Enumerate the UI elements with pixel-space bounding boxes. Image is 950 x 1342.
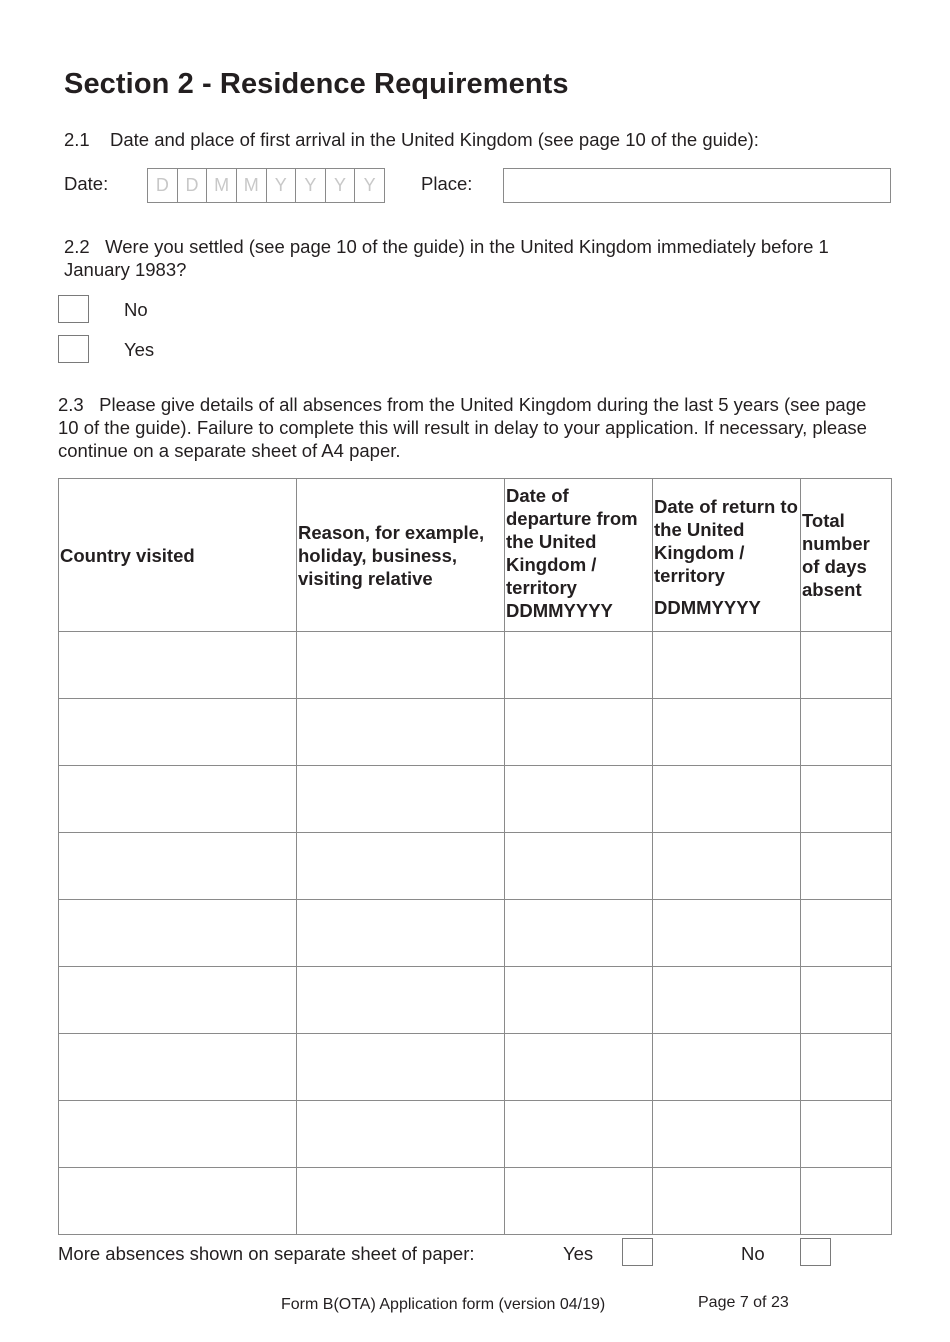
footer-form-name: Form B(OTA) Application form (version 04/19) bbox=[281, 1296, 606, 1313]
table-cell[interactable] bbox=[653, 1168, 801, 1235]
table-cell[interactable] bbox=[801, 967, 892, 1034]
table-cell[interactable] bbox=[505, 900, 653, 967]
table-row bbox=[59, 699, 892, 766]
date-cell[interactable]: Y bbox=[363, 175, 376, 195]
table-cell[interactable] bbox=[59, 833, 297, 900]
table-cell[interactable] bbox=[801, 632, 892, 699]
date-cell[interactable]: M bbox=[207, 169, 237, 202]
place-label: Place: bbox=[421, 173, 473, 194]
table-cell[interactable] bbox=[505, 967, 653, 1034]
table-cell[interactable] bbox=[801, 1034, 892, 1101]
table-cell[interactable] bbox=[505, 699, 653, 766]
table-cell[interactable] bbox=[653, 699, 801, 766]
question-text: Date and place of first arrival in the United Kingdom (see page 10 of the guide): bbox=[110, 129, 759, 150]
settled-no-label: No bbox=[124, 299, 148, 320]
question-number: 2.3 bbox=[58, 394, 84, 415]
table-cell[interactable] bbox=[801, 900, 892, 967]
more-absences-no-checkbox[interactable] bbox=[800, 1238, 831, 1266]
table-row bbox=[59, 967, 892, 1034]
settled-yes-label: Yes bbox=[124, 339, 155, 360]
more-absences-no-label: No bbox=[741, 1243, 765, 1264]
more-absences-yes-label: Yes bbox=[563, 1243, 594, 1264]
table-cell[interactable] bbox=[297, 1034, 505, 1101]
settled-no-checkbox[interactable] bbox=[58, 295, 89, 323]
table-row bbox=[59, 632, 892, 699]
table-cell[interactable] bbox=[653, 1034, 801, 1101]
table-cell[interactable] bbox=[505, 766, 653, 833]
table-cell[interactable] bbox=[505, 632, 653, 699]
table-cell[interactable] bbox=[505, 1101, 653, 1168]
table-cell[interactable] bbox=[59, 1034, 297, 1101]
table-cell[interactable] bbox=[59, 632, 297, 699]
table-row bbox=[59, 900, 892, 967]
date-cell[interactable]: Y bbox=[267, 169, 297, 202]
more-absences-yes-checkbox[interactable] bbox=[622, 1238, 653, 1266]
table-cell[interactable] bbox=[297, 967, 505, 1034]
arrival-place-input[interactable] bbox=[503, 168, 891, 203]
table-row bbox=[59, 1034, 892, 1101]
table-cell[interactable] bbox=[297, 833, 505, 900]
absences-table bbox=[58, 478, 892, 1235]
header-return-date: Date of return to the United Kingdom / territory DDMMYYYY bbox=[653, 479, 801, 632]
question-2-1 bbox=[64, 128, 759, 151]
table-row bbox=[59, 766, 892, 833]
table-cell[interactable] bbox=[653, 766, 801, 833]
table-cell[interactable] bbox=[297, 1101, 505, 1168]
table-cell[interactable] bbox=[297, 900, 505, 967]
table-cell[interactable] bbox=[505, 1168, 653, 1235]
date-cell[interactable]: Y bbox=[296, 169, 326, 202]
table-cell[interactable] bbox=[653, 833, 801, 900]
table-cell[interactable] bbox=[505, 1034, 653, 1101]
table-row bbox=[59, 1101, 892, 1168]
table-cell[interactable] bbox=[653, 900, 801, 967]
question-text: Were you settled (see page 10 of the guide) in the United Kingdom immediately before 1 January 1983? bbox=[64, 236, 829, 280]
table-cell[interactable] bbox=[59, 900, 297, 967]
table-cell[interactable] bbox=[801, 833, 892, 900]
table-cell[interactable] bbox=[297, 1168, 505, 1235]
table-cell[interactable] bbox=[505, 833, 653, 900]
date-label: Date: bbox=[64, 173, 109, 194]
table-cell[interactable] bbox=[59, 699, 297, 766]
question-2-3 bbox=[58, 393, 888, 462]
table-cell[interactable] bbox=[653, 967, 801, 1034]
settled-yes-checkbox[interactable] bbox=[58, 335, 89, 363]
more-absences-label: More absences shown on separate sheet of paper: bbox=[58, 1243, 475, 1264]
question-2-2 bbox=[64, 235, 894, 281]
header-total-days: Total number of days absent bbox=[801, 479, 892, 632]
arrival-date-input[interactable] bbox=[147, 168, 385, 203]
date-cell[interactable]: M bbox=[237, 169, 267, 202]
table-cell[interactable] bbox=[297, 699, 505, 766]
question-number: 2.2 bbox=[64, 236, 90, 257]
table-row bbox=[59, 833, 892, 900]
date-cell[interactable]: D bbox=[178, 169, 208, 202]
table-cell[interactable] bbox=[801, 1168, 892, 1235]
table-cell[interactable] bbox=[801, 766, 892, 833]
question-number: 2.1 bbox=[64, 129, 90, 150]
date-cell[interactable]: Y bbox=[326, 169, 356, 202]
table-cell[interactable] bbox=[653, 1101, 801, 1168]
table-cell[interactable] bbox=[59, 766, 297, 833]
table-cell[interactable] bbox=[297, 766, 505, 833]
section-title: Section 2 - Residence Requirements bbox=[64, 68, 569, 100]
date-cell[interactable]: D bbox=[148, 169, 178, 202]
table-cell[interactable] bbox=[801, 699, 892, 766]
table-cell[interactable] bbox=[59, 1101, 297, 1168]
table-row bbox=[59, 1168, 892, 1235]
table-cell[interactable] bbox=[297, 632, 505, 699]
header-departure-date: Date of departure from the United Kingdom / territory DDMMYYYY bbox=[505, 479, 653, 632]
header-reason: Reason, for example, holiday, business, visiting relative bbox=[297, 479, 505, 632]
table-cell[interactable] bbox=[59, 967, 297, 1034]
table-cell[interactable] bbox=[59, 1168, 297, 1235]
table-cell[interactable] bbox=[653, 632, 801, 699]
header-country-visited: Country visited bbox=[59, 479, 297, 632]
footer-page-number: Page 7 of 23 bbox=[698, 1294, 789, 1311]
table-cell[interactable] bbox=[801, 1101, 892, 1168]
question-text: Please give details of all absences from the United Kingdom during the last 5 years (see page 10 of the guide). Failure to complete this will result in delay to your application. If necessary, please continue on a separate sheet of A4 paper. bbox=[58, 394, 867, 461]
table-header-row bbox=[59, 479, 892, 632]
